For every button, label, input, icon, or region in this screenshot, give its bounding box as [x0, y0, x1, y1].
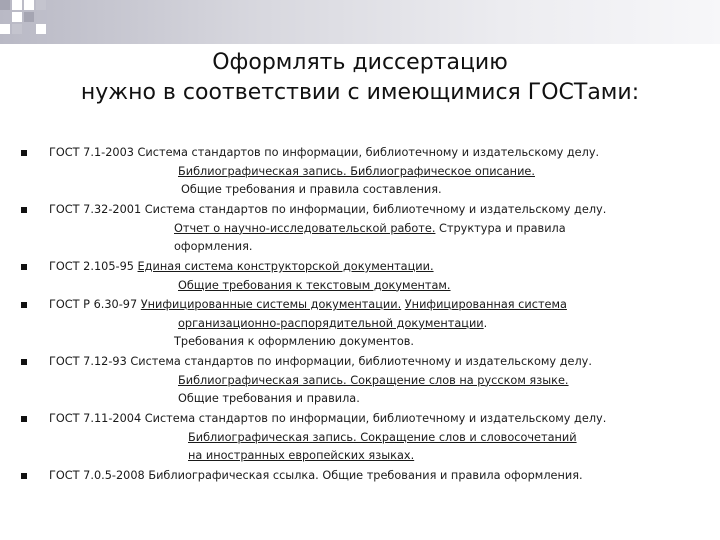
- item-line: [49, 296, 567, 315]
- underlined-text: организационно-распорядительной документации: [178, 316, 484, 330]
- item-line: [49, 467, 583, 486]
- underlined-text: Библиографическая запись. Сокращение слов и словосочетаний: [188, 430, 577, 444]
- square-bullet-icon: [21, 473, 27, 479]
- item-line: [181, 181, 442, 200]
- decor-square-white-3: [12, 12, 22, 22]
- item-text: Общие требования и правила составления.: [181, 183, 442, 196]
- square-bullet-icon: [21, 207, 27, 213]
- item-line: [49, 201, 606, 220]
- decor-square-gray-4: [12, 24, 22, 34]
- decorative-squares: [0, 0, 60, 44]
- item-line: [49, 144, 599, 163]
- item-line: [188, 447, 414, 466]
- decor-square-white-5: [36, 24, 46, 34]
- item-line: [49, 410, 606, 429]
- item-line: [178, 277, 451, 296]
- item-text: Структура и правила: [435, 221, 566, 235]
- item-text: ГОСТ 7.32-2001 Система стандартов по информации, библиотечному и издательскому делу.: [49, 203, 607, 216]
- item-text: Требования к оформлению документов.: [174, 335, 415, 348]
- item-text: Общие требования и правила.: [178, 392, 360, 405]
- item-text: ГОСТ 7.1-2003 Система стандартов по информации, библиотечному и издательскому делу.: [49, 146, 600, 159]
- item-line: [49, 258, 434, 277]
- item-text: оформления.: [174, 240, 253, 253]
- underlined-text: Библиографическая запись. Библиографическое описание.: [178, 164, 535, 178]
- underlined-text: Унифицированная система: [404, 298, 567, 311]
- item-line: [174, 220, 566, 239]
- item-text: .: [483, 316, 488, 330]
- item-text: ГОСТ 2.105-95: [49, 260, 138, 273]
- square-bullet-icon: [21, 302, 27, 308]
- header-bar: [0, 0, 720, 44]
- slide-title-line-2: нужно в соответствии с имеющимися ГОСТами:: [80, 80, 640, 105]
- decor-square-gray-2: [36, 0, 46, 10]
- decor-square-gray-1: [0, 0, 10, 10]
- item-line: [178, 163, 535, 182]
- item-line: [174, 333, 414, 352]
- decor-square-white-1: [12, 0, 22, 10]
- item-text: ГОСТ 7.0.5-2008 Библиографическая ссылка. Общие требования и правила оформления.: [49, 469, 583, 482]
- square-bullet-icon: [21, 416, 27, 422]
- square-bullet-icon: [21, 264, 27, 270]
- item-line: [174, 238, 252, 257]
- underlined-text: на иностранных европейских языках.: [188, 449, 415, 462]
- item-text: ГОСТ Р 6.30-97: [49, 298, 141, 311]
- item-line: [49, 353, 592, 372]
- slide-title: [0, 48, 720, 108]
- square-bullet-icon: [21, 150, 27, 156]
- decor-square-white-4: [0, 24, 10, 34]
- item-line: [178, 390, 360, 409]
- underlined-text: Отчет о научно-исследовательской работе.: [174, 221, 436, 235]
- slide-title-line-1: Оформлять диссертацию: [212, 50, 508, 75]
- underlined-text: Библиографическая запись. Сокращение слов на русском языке.: [178, 373, 569, 387]
- item-line: [178, 372, 569, 391]
- item-line: [188, 429, 577, 448]
- item-line: [178, 315, 487, 334]
- item-text: ГОСТ 7.12-93 Система стандартов по информации, библиотечному и издательскому делу.: [49, 355, 592, 368]
- underlined-text: Единая система конструкторской документации.: [137, 260, 434, 273]
- underlined-text: Общие требования к текстовым документам.: [178, 278, 451, 292]
- decor-square-gray-3: [24, 12, 34, 22]
- underlined-text: Унифицированные системы документации.: [140, 298, 402, 311]
- item-text: ГОСТ 7.11-2004 Система стандартов по информации, библиотечному и издательскому делу.: [49, 412, 607, 425]
- square-bullet-icon: [21, 359, 27, 365]
- decor-square-white-2: [24, 0, 34, 10]
